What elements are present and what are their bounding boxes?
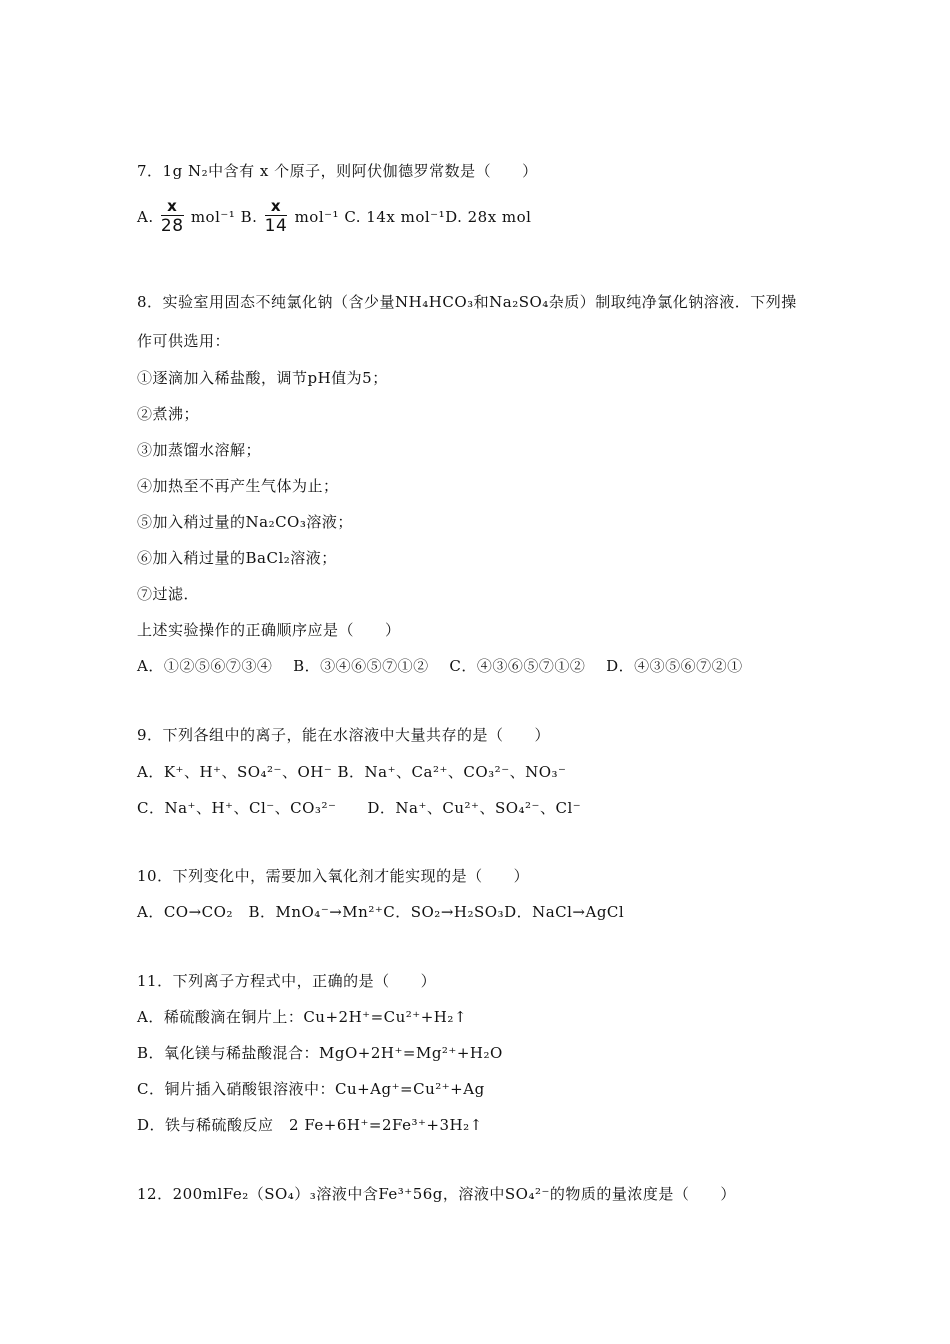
q7-option-a-numerator: x xyxy=(161,198,184,216)
q7-option-a-fraction xyxy=(161,198,184,236)
q8-step-6: ⑥加入稍过量的BaCl₂溶液； xyxy=(137,549,337,567)
q7-option-a-denominator: 28 xyxy=(160,216,184,236)
q7-stem: 7．1g N₂中含有 x 个原子，则阿伏伽德罗常数是（ ） xyxy=(137,162,538,180)
q9-stem: 9．下列各组中的离子，能在水溶液中大量共存的是（ ） xyxy=(137,726,551,744)
q7-option-rest: mol⁻¹ C. 14x mol⁻¹D. 28x mol xyxy=(294,208,532,226)
q9-options-cd: C．Na⁺、H⁺、Cl⁻、CO₃²⁻ D．Na⁺、Cu²⁺、SO₄²⁻、Cl⁻ xyxy=(137,799,582,817)
q8-step-1: ①逐滴加入稀盐酸，调节pH值为5； xyxy=(137,369,388,387)
q7-option-b-numerator: x xyxy=(265,198,288,216)
q7-options xyxy=(137,198,531,236)
q11-stem: 11．下列离子方程式中，正确的是（ ） xyxy=(137,972,437,990)
q11-option-a: A．稀硫酸滴在铜片上：Cu+2H⁺=Cu²⁺+H₂↑ xyxy=(137,1008,467,1026)
q7-option-b-fraction xyxy=(265,198,288,236)
q7-option-b-denominator: 14 xyxy=(264,216,288,236)
q11-option-d: D．铁与稀硫酸反应 2 Fe+6H⁺=2Fe³⁺+3H₂↑ xyxy=(137,1116,483,1134)
q8-step-3: ③加蒸馏水溶解； xyxy=(137,441,262,459)
q8-stem-line-2: 作可供选用： xyxy=(137,332,231,350)
q7-option-a-label: A. xyxy=(137,208,154,226)
q8-step-7: ⑦过滤． xyxy=(137,585,200,603)
q8-options: A．①②⑤⑥⑦③④ B．③④⑥⑤⑦①② C．④③⑥⑤⑦①② D．④③⑤⑥⑦②① xyxy=(137,657,743,675)
q11-option-b: B．氧化镁与稀盐酸混合：MgO+2H⁺=Mg²⁺+H₂O xyxy=(137,1044,503,1062)
q8-stem-line-1: 8．实验室用固态不纯氯化钠（含少量NH₄HCO₃和Na₂SO₄杂质）制取纯净氯化钠溶液．下列操 xyxy=(137,293,797,311)
q8-question: 上述实验操作的正确顺序应是（ ） xyxy=(137,621,401,639)
q9-options-ab: A．K⁺、H⁺、SO₄²⁻、OH⁻ B．Na⁺、Ca²⁺、CO₃²⁻、NO₃⁻ xyxy=(137,763,567,781)
q12-stem: 12．200mlFe₂（SO₄）₃溶液中含Fe³⁺56g，溶液中SO₄²⁻的物质的量浓度是（ ） xyxy=(137,1185,736,1203)
q8-step-2: ②煮沸； xyxy=(137,405,200,423)
q10-stem: 10．下列变化中，需要加入氧化剂才能实现的是（ ） xyxy=(137,867,530,885)
q11-option-c: C．铜片插入硝酸银溶液中：Cu+Ag⁺=Cu²⁺+Ag xyxy=(137,1080,485,1098)
q10-options: A．CO→CO₂ B．MnO₄⁻→Mn²⁺C．SO₂→H₂SO₃D．NaCl→AgCl xyxy=(137,903,625,921)
q8-step-5: ⑤加入稍过量的Na₂CO₃溶液； xyxy=(137,513,353,531)
q7-option-a-unit: mol⁻¹ B. xyxy=(190,208,258,226)
q8-step-4: ④加热至不再产生气体为止； xyxy=(137,477,339,495)
